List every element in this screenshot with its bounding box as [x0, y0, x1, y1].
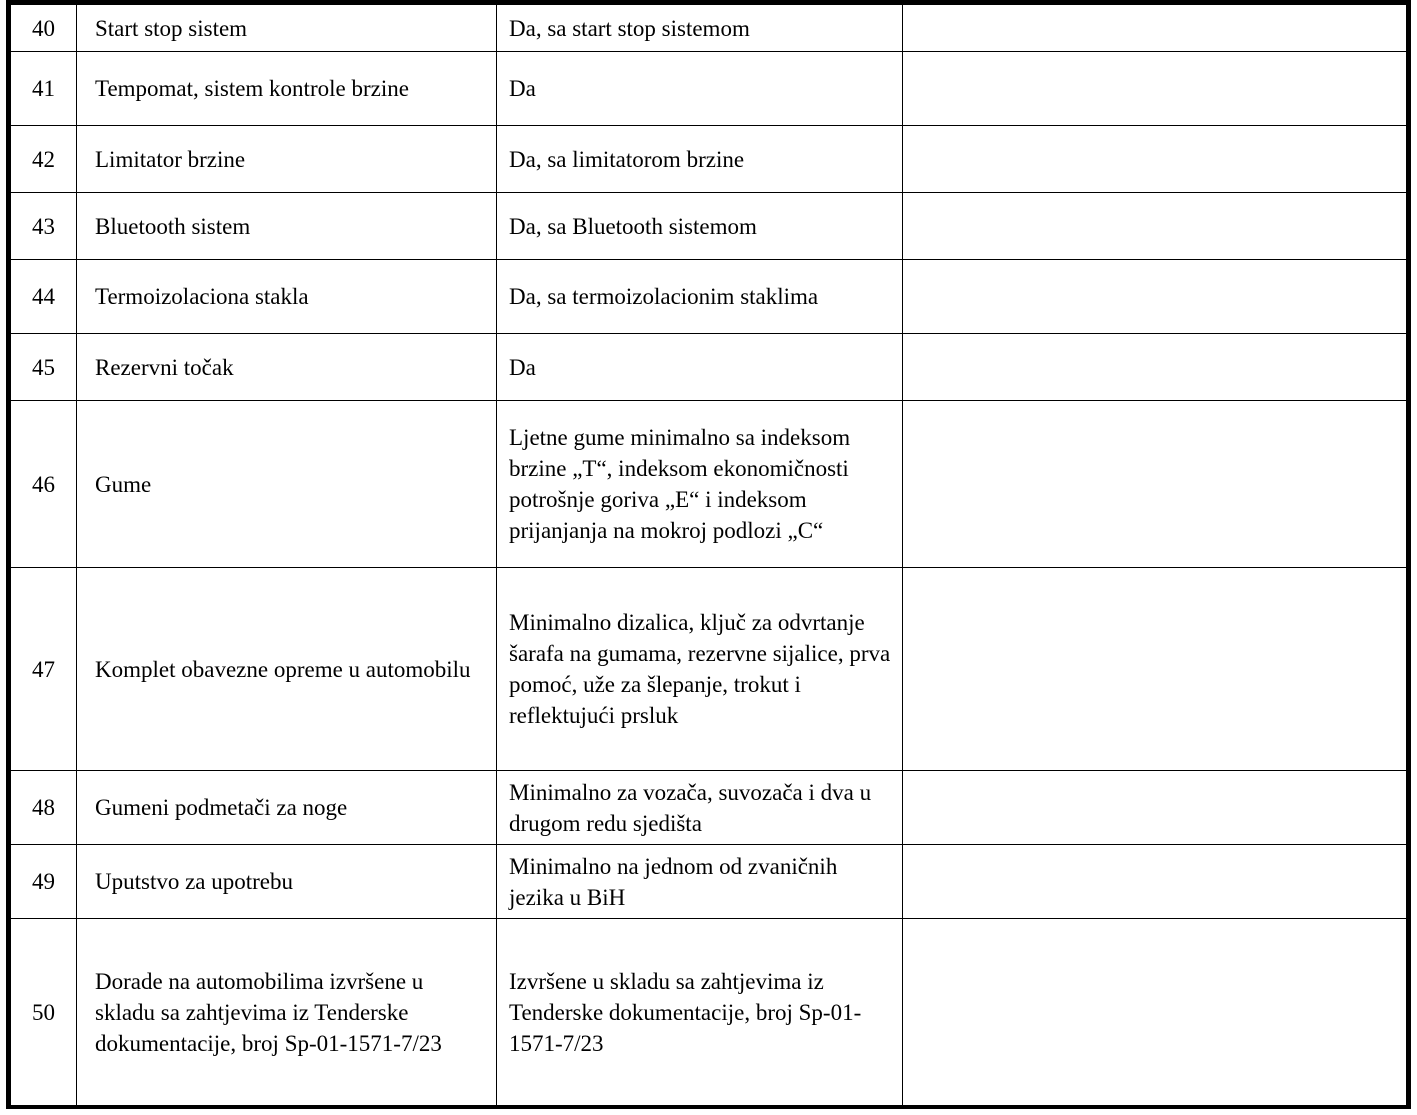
offer-cell	[903, 771, 1407, 845]
table-row	[11, 845, 1407, 919]
table-row	[11, 260, 1407, 334]
offer-cell	[903, 126, 1407, 193]
requirement-cell: Da, sa start stop sistemom	[497, 5, 903, 52]
offer-cell	[903, 401, 1407, 568]
table-row	[11, 52, 1407, 126]
requirement-cell: Da, sa Bluetooth sistemom	[497, 193, 903, 260]
row-number: 48	[11, 771, 77, 845]
requirement-cell: Minimalno za vozača, suvozača i dva u drugom redu sjedišta	[497, 771, 903, 845]
requirement-cell: Da, sa termoizolacionim staklima	[497, 260, 903, 334]
specification-table	[10, 4, 1407, 1106]
table-row	[11, 919, 1407, 1106]
offer-cell	[903, 52, 1407, 126]
requirement-cell: Ljetne gume minimalno sa indeksom brzine „T“, indeksom ekonomičnosti potrošnje goriva „E“ i indeksom prijanjanja na mokroj podlozi „C“	[497, 401, 903, 568]
feature-cell: Start stop sistem	[77, 5, 497, 52]
feature-cell: Rezervni točak	[77, 334, 497, 401]
requirement-cell: Da, sa limitatorom brzine	[497, 126, 903, 193]
feature-cell: Gumeni podmetači za noge	[77, 771, 497, 845]
requirement-cell: Izvršene u skladu sa zahtjevima iz Tenderske dokumentacije, broj Sp-01-1571-7/23	[497, 919, 903, 1106]
feature-cell: Komplet obavezne opreme u automobilu	[77, 568, 497, 771]
specification-sheet	[6, 0, 1411, 1109]
row-number: 41	[11, 52, 77, 126]
row-number: 44	[11, 260, 77, 334]
row-number: 50	[11, 919, 77, 1106]
feature-cell: Limitator brzine	[77, 126, 497, 193]
row-number: 40	[11, 5, 77, 52]
row-number: 43	[11, 193, 77, 260]
offer-cell	[903, 334, 1407, 401]
offer-cell	[903, 193, 1407, 260]
row-number: 47	[11, 568, 77, 771]
table-row	[11, 126, 1407, 193]
feature-cell: Tempomat, sistem kontrole brzine	[77, 52, 497, 126]
requirement-cell: Minimalno dizalica, ključ za odvrtanje šarafa na gumama, rezervne sijalice, prva pomoć, uže za šlepanje, trokut i reflektujući prsluk	[497, 568, 903, 771]
requirement-cell: Da	[497, 52, 903, 126]
offer-cell	[903, 568, 1407, 771]
requirement-cell: Minimalno na jednom od zvaničnih jezika u BiH	[497, 845, 903, 919]
offer-cell	[903, 5, 1407, 52]
offer-cell	[903, 919, 1407, 1106]
table-row	[11, 5, 1407, 52]
offer-cell	[903, 845, 1407, 919]
feature-cell: Termoizolaciona stakla	[77, 260, 497, 334]
feature-cell: Uputstvo za upotrebu	[77, 845, 497, 919]
feature-cell: Gume	[77, 401, 497, 568]
table-row	[11, 334, 1407, 401]
row-number: 49	[11, 845, 77, 919]
table-row	[11, 568, 1407, 771]
feature-cell: Bluetooth sistem	[77, 193, 497, 260]
row-number: 45	[11, 334, 77, 401]
table-row	[11, 401, 1407, 568]
requirement-cell: Da	[497, 334, 903, 401]
table-row	[11, 193, 1407, 260]
row-number: 46	[11, 401, 77, 568]
table-row	[11, 771, 1407, 845]
feature-cell: Dorade na automobilima izvršene u skladu sa zahtjevima iz Tenderske dokumentacije, broj Sp-01-1571-7/23	[77, 919, 497, 1106]
row-number: 42	[11, 126, 77, 193]
offer-cell	[903, 260, 1407, 334]
